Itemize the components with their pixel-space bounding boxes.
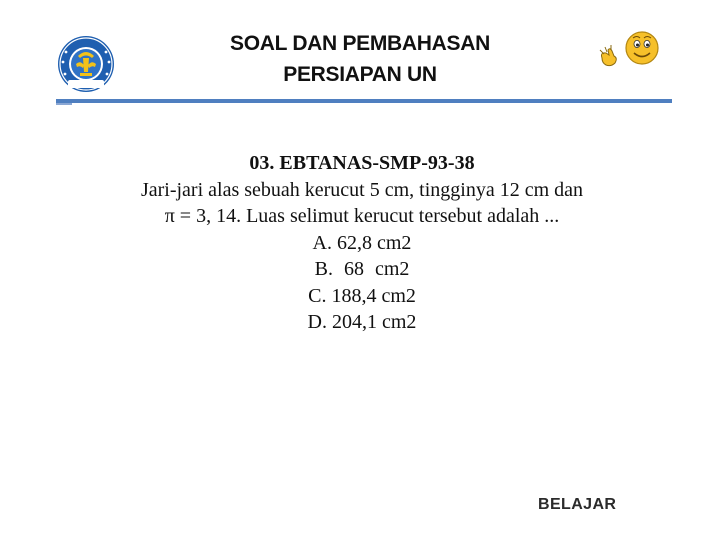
title-line-1: SOAL DAN PEMBAHASAN bbox=[230, 32, 490, 55]
question-number: 03. EBTANAS-SMP-93-38 bbox=[249, 152, 475, 174]
header-divider-accent bbox=[56, 103, 72, 105]
question-text-line-2: π = 3, 14. Luas selimut kerucut tersebut adalah ... bbox=[164, 205, 560, 227]
title-line-2: PERSIAPAN UN bbox=[283, 63, 437, 86]
question-block bbox=[60, 150, 664, 336]
smiley-hand-icon bbox=[596, 28, 664, 76]
option-d: D. 204,1 cm2 bbox=[307, 311, 417, 333]
page-title bbox=[160, 28, 560, 90]
option-a: A. 62,8 cm2 bbox=[312, 231, 412, 254]
option-c: C. 188,4 cm2 bbox=[308, 284, 416, 307]
footer-label: BELAJAR bbox=[538, 496, 617, 513]
tut-wuri-handayani-logo-icon bbox=[56, 34, 116, 94]
header-divider bbox=[56, 99, 672, 103]
question-text-line-1: Jari-jari alas sebuah kerucut 5 cm, tingginya 12 cm dan bbox=[140, 178, 584, 201]
option-b: B. 68 cm2 bbox=[314, 258, 410, 280]
